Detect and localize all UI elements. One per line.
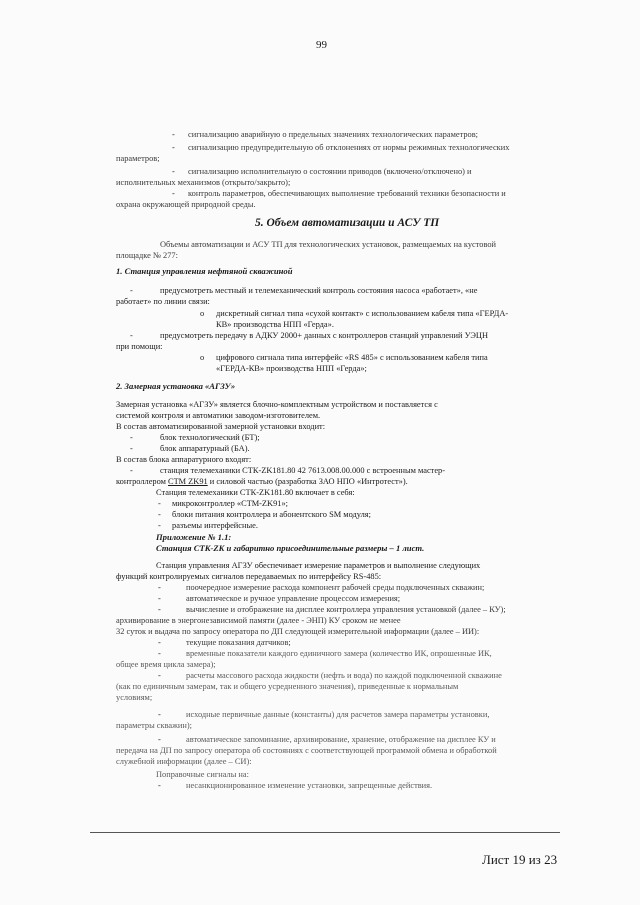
intro-bullet-1: сигнализацию аварийную о предельных значениях технологических параметров; (188, 130, 479, 139)
composition-item-2: блок аппаратурный (БА). (160, 444, 250, 453)
bullet-dash: - (172, 167, 175, 176)
functions-intro-line1: Станция управления АГЗУ обеспечивает измерение параметров и выполнение следующих (156, 561, 481, 570)
footer-divider (90, 832, 560, 833)
function-6-cont2: условиям; (116, 693, 153, 702)
function-8-cont2: служебной информации (далее – СИ): (116, 757, 252, 766)
sub1-item-2-cont: КВ» производства НПП «Герда». (216, 320, 334, 329)
function-7: исходные первичные данные (константы) для расчетов замера параметры установки, (186, 710, 490, 719)
section-title: 5. Объем автоматизации и АСУ ТП (255, 217, 440, 229)
function-7-cont: параметры скважин); (116, 721, 193, 730)
apparatus-intro: В состав блока аппаратурного входят: (116, 455, 252, 464)
function-4: текущие показания датчиков; (186, 638, 291, 647)
bullet-dash: - (130, 286, 133, 295)
bullet-dash: - (130, 331, 133, 340)
bullet-dash: - (158, 735, 161, 744)
function-6: расчеты массового расхода жидкости (нефть и вода) по каждой подключенной скважине (186, 671, 502, 680)
function-8-cont1: передача на ДП по запросу оператора об состояниях с соответствующей программой обмена и обработкой (116, 746, 497, 755)
section-intro-line1: Объемы автоматизации и АСУ ТП для технологических установок, размещаемых на кустовой (160, 240, 497, 249)
sub2-para-line2: системой контроля и автоматики заводом-изготовителем. (116, 411, 321, 420)
intro-bullet-4: контроль параметров, обеспечивающих выполнение требований техники безопасности и (188, 189, 506, 198)
station-item-1: микроконтроллер «СТМ-ZK91»; (172, 499, 288, 508)
bullet-dash: - (158, 781, 161, 790)
appendix-title: Станция СТК-ZK и габаритно присоединительные размеры – 1 лист. (156, 543, 425, 553)
bullet-circle: o (200, 309, 205, 318)
sub1-item-1-cont: работает» по линии связи: (116, 297, 210, 306)
function-1: поочередное измерение расхода компонент рабочей среды подключенных скважин; (186, 583, 485, 592)
sub1-item-3-cont: при помощи: (116, 342, 163, 351)
bullet-dash: - (158, 638, 161, 647)
station-item-3: разъемы интерфейсные. (172, 521, 258, 530)
function-3-cont1: архивирование в энергонезависимой памяти (далее - ЭНП) КУ сроком не менее (116, 616, 401, 625)
bullet-dash: - (172, 130, 175, 139)
apparatus-item-text-end: и силовой частью (разработка ЗАО НПО «Интротест»). (207, 477, 408, 486)
function-2: автоматическое и ручное управление процессом измерения; (186, 594, 401, 603)
bullet-dash: - (158, 583, 161, 592)
intro-bullet-3-cont: исполнительных механизмов (открыто/закрыто); (116, 178, 291, 187)
bullet-circle: o (200, 353, 205, 362)
bullet-dash: - (158, 499, 161, 508)
section-intro-line2: площадке № 277: (116, 251, 178, 260)
sub1-item-3: предусмотреть передачу в АДКУ 2000+ данных с контроллеров станций управлений УЭЦН (160, 331, 489, 340)
sub1-item-4: цифрового сигнала типа интерфейс «RS 485» с использованием кабеля типа (216, 353, 488, 362)
bullet-dash: - (158, 510, 161, 519)
function-3: вычисление и отображение на дисплее контроллера управления установкой (далее – КУ); (186, 605, 506, 614)
intro-bullet-3: сигнализацию исполнительную о состоянии приводов (включено/отключено) и (188, 167, 472, 176)
sheet-number: Лист 19 из 23 (482, 852, 558, 867)
bullet-dash: - (130, 433, 133, 442)
subsection-1-title: 1. Станция управления нефтяной скважиной (116, 266, 293, 276)
stm-zk91-link[interactable]: СТМ ZK91 (168, 477, 208, 486)
tail-item: несанкционированное изменение установки, запрещенные действия. (186, 781, 433, 790)
bullet-dash: - (158, 649, 161, 658)
sub1-item-1: предусмотреть местный и телемеханический контроль состояния насоса «работает», «не (160, 286, 478, 295)
station-item-2: блоки питания контроллера и абонентского SM модуля; (172, 510, 371, 519)
apparatus-item-line2 (116, 477, 408, 487)
intro-bullet-4-cont: охрана окружающей природной среды. (116, 200, 256, 209)
function-5-cont: общее время цикла замера); (116, 660, 216, 669)
bullet-dash: - (130, 466, 133, 475)
apparatus-item-text: контроллером (116, 477, 169, 486)
functions-intro-line2: функций контролируемых сигналов передаваемых по интерфейсу RS-485: (116, 572, 382, 581)
bullet-dash: - (172, 143, 175, 152)
bullet-dash: - (172, 189, 175, 198)
bullet-dash: - (158, 605, 161, 614)
appendix-label: Приложение № 1.1: (156, 532, 232, 542)
bullet-dash: - (158, 671, 161, 680)
function-8: автоматическое запоминание, архивирование, хранение, отображение на дисплее КУ и (186, 735, 496, 744)
function-5: временные показатели каждого единичного замера (количество ИК, опрошенные ИК, (186, 649, 492, 658)
bullet-dash: - (158, 710, 161, 719)
composition-intro: В состав автоматизированной замерной установки входит: (116, 422, 326, 431)
function-6-cont1: (как по единичным замерам, так и общего усредненного значения), приведенные к нормальным (116, 682, 459, 691)
bullet-dash: - (158, 594, 161, 603)
function-3-cont2: 32 суток и выдача по запросу оператора по ДП следующей измерительной информации (далее – ИИ): (116, 627, 480, 636)
bullet-dash: - (130, 444, 133, 453)
tail-label: Поправочные сигналы на: (156, 770, 249, 779)
sub1-item-4-cont: «ГЕРДА-КВ» производства НПП «Герда»; (216, 364, 367, 373)
apparatus-item-line1: станция телемеханики СТК-ZK181.80 42 7613.008.00.000 с встроенным мастер- (160, 466, 446, 475)
intro-bullet-2-cont: параметров; (116, 154, 160, 163)
sub1-item-2: дискретный сигнал типа «сухой контакт» с использованием кабеля типа «ГЕРДА- (216, 309, 509, 318)
page-number: 99 (316, 39, 327, 51)
station-intro: Станция телемеханики СТК-ZK181.80 включает в себя: (156, 488, 355, 497)
bullet-dash: - (158, 521, 161, 530)
composition-item-1: блок технологический (БТ); (160, 433, 260, 442)
subsection-2-title: 2. Замерная установка «АГЗУ» (116, 381, 236, 391)
intro-bullet-2: сигнализацию предупредительную об отклонениях от нормы режимных технологических (188, 143, 510, 152)
sub2-para-line1: Замерная установка «АГЗУ» является блочно-комплектным устройством и поставляется с (116, 400, 438, 409)
